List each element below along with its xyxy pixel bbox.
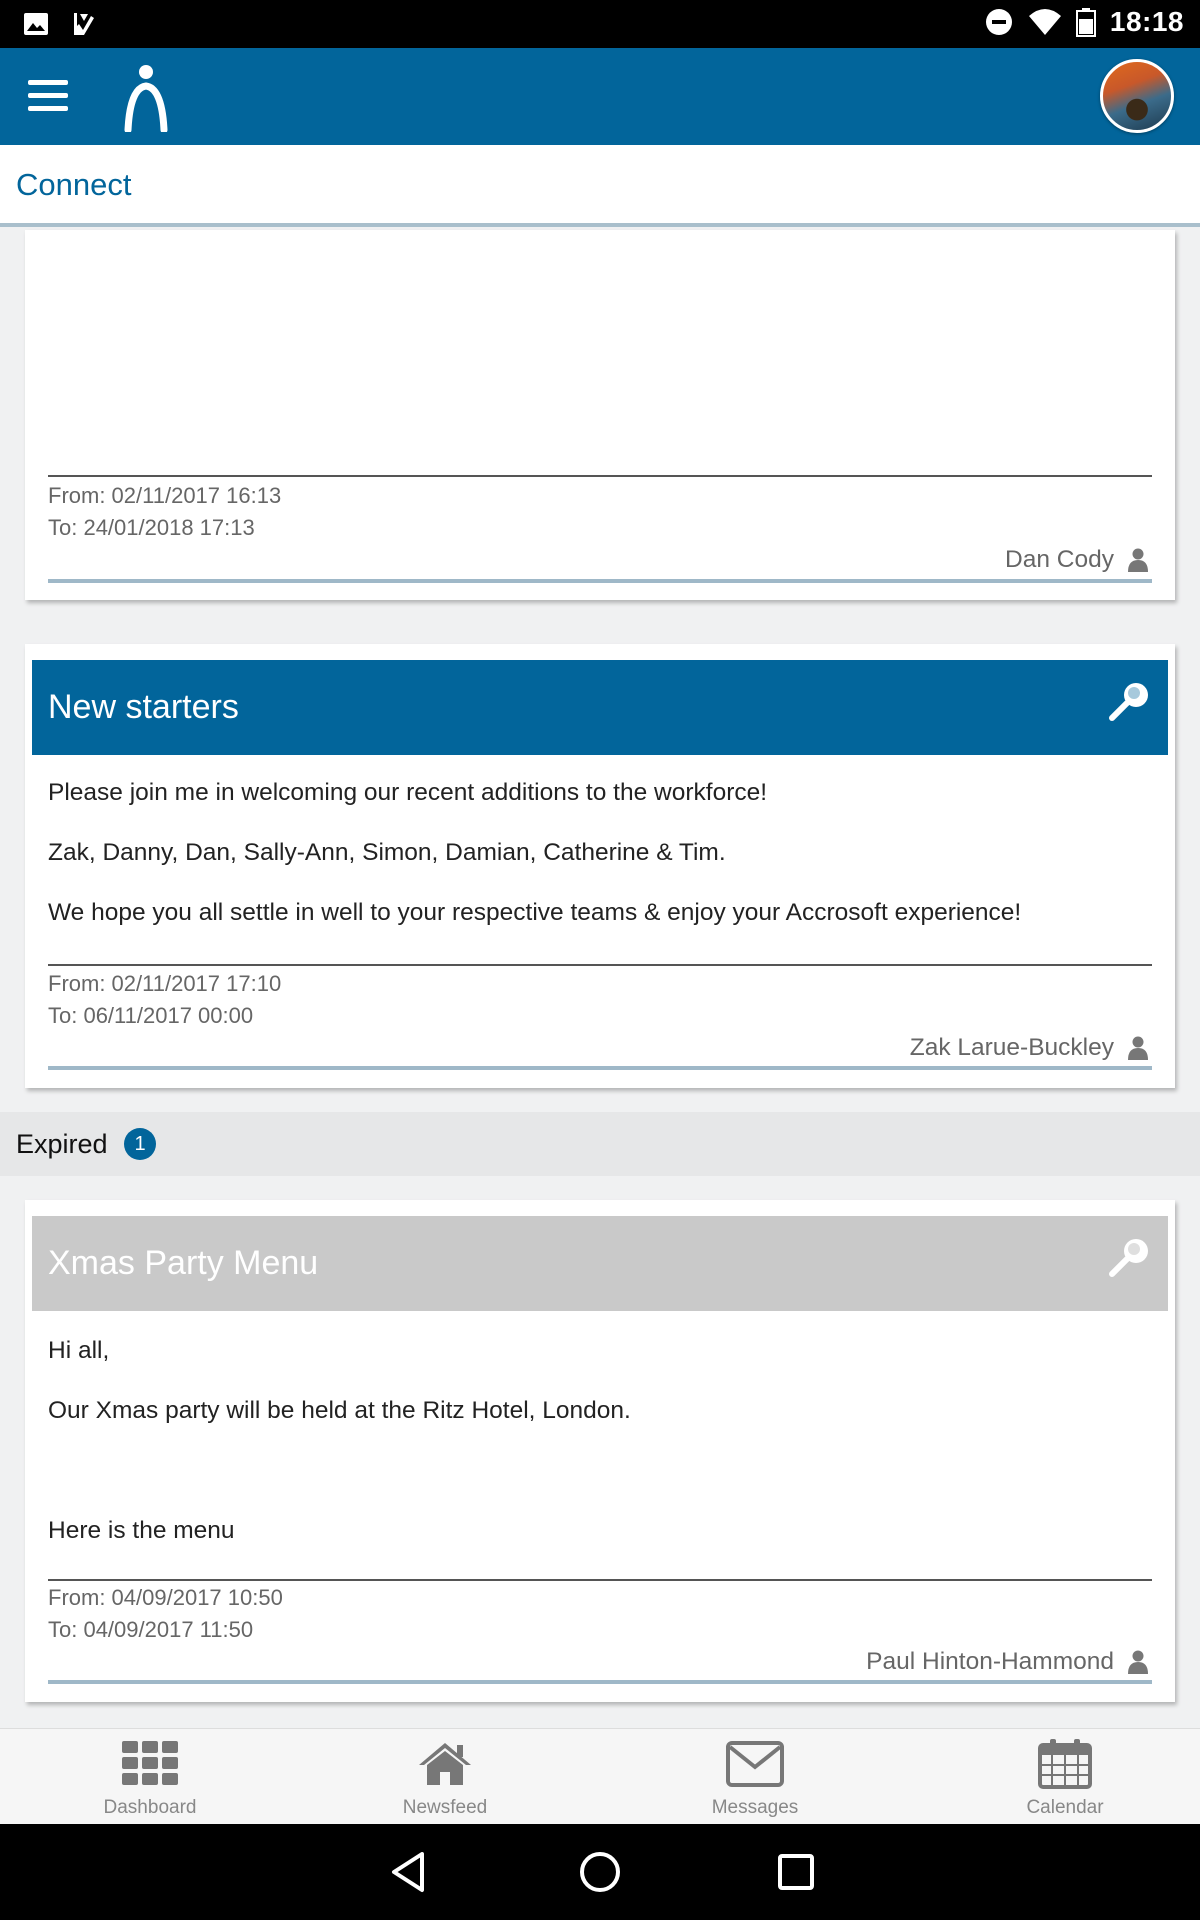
envelope-icon [725, 1739, 785, 1789]
status-bar [0, 0, 1200, 48]
expired-section-header[interactable] [0, 1112, 1200, 1176]
recents-icon[interactable] [772, 1848, 820, 1896]
post-bottom-line [48, 1680, 1152, 1684]
menu-icon-line [28, 93, 68, 98]
back-icon[interactable] [384, 1848, 432, 1896]
post-paragraph: Our Xmas party will be held at the Ritz Hotel, London. [48, 1397, 631, 1424]
post-card[interactable] [25, 230, 1175, 600]
author-name: Zak Larue-Buckley [909, 1034, 1114, 1061]
user-icon [1128, 1650, 1148, 1674]
post-body [48, 1338, 1152, 1578]
wifi-icon [1028, 8, 1062, 36]
clock: 18:18 [1109, 6, 1184, 37]
search-icon[interactable] [1108, 1236, 1152, 1280]
post-from: From: 02/11/2017 17:10 [48, 971, 282, 996]
expired-count-badge: 1 [124, 1128, 156, 1160]
avatar[interactable] [1100, 59, 1174, 133]
post-dates [48, 1582, 283, 1646]
post-divider [48, 475, 1152, 477]
image-notification-icon [22, 10, 50, 38]
post-header [32, 1216, 1168, 1311]
post-title: New starters [48, 688, 239, 726]
post-to: To: 06/11/2017 00:00 [48, 1003, 254, 1028]
post-bottom-line [48, 1066, 1152, 1070]
post-divider [48, 1579, 1152, 1581]
nav-messages[interactable] [605, 1729, 905, 1825]
post-author [866, 1648, 1148, 1676]
menu-icon-line [28, 80, 68, 85]
user-icon [1128, 1036, 1148, 1060]
nav-label: Newsfeed [402, 1797, 488, 1818]
post-author [1005, 546, 1148, 574]
post-divider [48, 964, 1152, 966]
post-header [32, 660, 1168, 755]
nav-label: Dashboard [103, 1797, 197, 1818]
page-header [0, 145, 1200, 227]
page-title: Connect [16, 167, 132, 202]
post-paragraph: Zak, Danny, Dan, Sally-Ann, Simon, Damian, Catherine & Tim. [48, 839, 726, 866]
author-name: Paul Hinton-Hammond [866, 1648, 1114, 1675]
dnd-icon [984, 7, 1014, 37]
battery-icon [1076, 7, 1096, 37]
menu-button[interactable] [28, 80, 68, 114]
menu-icon-line [28, 106, 68, 111]
search-icon[interactable] [1108, 680, 1152, 724]
nav-label: Messages [711, 1797, 799, 1818]
post-card[interactable] [25, 644, 1175, 1088]
post-paragraph: Please join me in welcoming our recent additions to the workforce! [48, 779, 768, 806]
post-dates [48, 480, 281, 544]
post-from: From: 04/09/2017 10:50 [48, 1585, 283, 1610]
home-icon [415, 1739, 475, 1789]
post-dates [48, 968, 281, 1032]
post-bottom-line [48, 579, 1152, 583]
home-circle-icon[interactable] [576, 1848, 624, 1896]
task-notification-icon [70, 10, 98, 38]
user-icon [1128, 548, 1148, 572]
post-card[interactable] [25, 1200, 1175, 1702]
post-to: To: 04/09/2017 11:50 [48, 1617, 254, 1642]
calendar-icon [1035, 1739, 1095, 1789]
post-author [910, 1034, 1148, 1062]
post-title: Xmas Party Menu [48, 1244, 319, 1282]
post-from: From: 02/11/2017 16:13 [48, 483, 282, 508]
grid-icon [120, 1739, 180, 1789]
app-bar [0, 48, 1200, 145]
author-name: Dan Cody [1005, 546, 1114, 573]
nav-label: Calendar [1026, 1797, 1104, 1818]
system-nav-bar [0, 1824, 1200, 1920]
nav-calendar[interactable] [915, 1729, 1200, 1825]
post-to: To: 24/01/2018 17:13 [48, 515, 255, 540]
nav-dashboard[interactable] [0, 1729, 300, 1825]
app-logo-icon[interactable] [124, 62, 168, 132]
post-paragraph: Hi all, [48, 1337, 110, 1364]
expired-label: Expired [16, 1129, 108, 1159]
nav-newsfeed[interactable] [295, 1729, 595, 1825]
post-paragraph: Here is the menu [48, 1517, 235, 1544]
post-paragraph: We hope you all settle in well to your respective teams & enjoy your Accrosoft experience! [48, 899, 1022, 926]
post-body [48, 780, 1152, 960]
bottom-nav [0, 1728, 1200, 1824]
